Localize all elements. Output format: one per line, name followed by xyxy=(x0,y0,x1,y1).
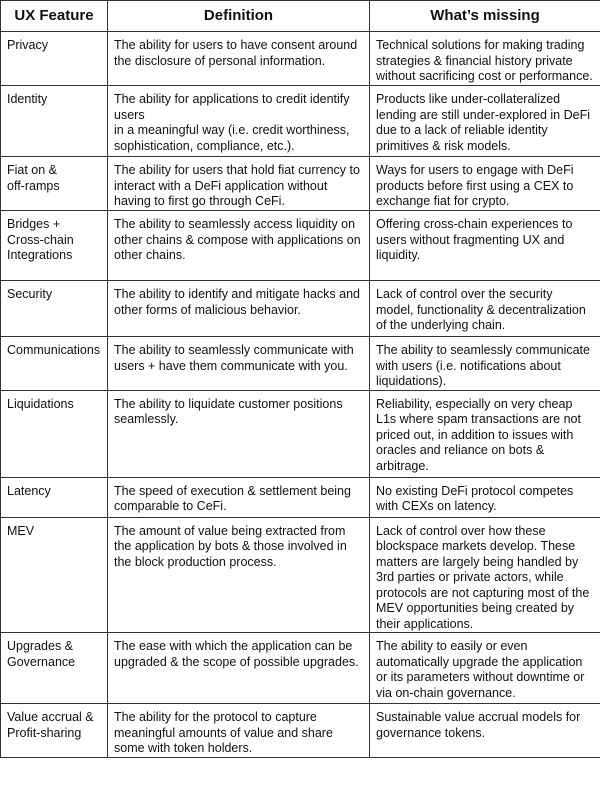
missing-text: Reliability, especially on very cheap L1s where spam transactions are not priced out, in addition to issues with oracles and reliance on bots & arbitrage. xyxy=(376,396,581,473)
feature-text: Identity xyxy=(7,92,48,106)
feature-cell xyxy=(1,86,108,157)
definition-text: The amount of value being extracted from the application by bots & those involved in the block production process. xyxy=(114,523,347,569)
missing-cell xyxy=(370,337,600,391)
table-row xyxy=(1,704,600,758)
definition-text: The ability to seamlessly communicate with users + have them communicate with you. xyxy=(114,343,354,373)
table-row xyxy=(1,281,600,337)
definition-text: The ability to identify and mitigate hacks and other forms of malicious behavior. xyxy=(114,287,360,317)
feature-cell xyxy=(1,281,108,337)
feature-cell xyxy=(1,477,108,517)
table-row xyxy=(1,633,600,704)
feature-text: Fiat on & off-ramps xyxy=(7,163,60,193)
missing-cell xyxy=(370,477,600,517)
definition-text: The speed of execution & settlement being comparable to CeFi. xyxy=(114,483,351,513)
feature-cell xyxy=(1,337,108,391)
definition-cell xyxy=(108,337,370,391)
definition-cell xyxy=(108,633,370,704)
missing-cell xyxy=(370,281,600,337)
definition-cell xyxy=(108,704,370,758)
table-row xyxy=(1,157,600,211)
missing-text: Lack of control over how these blockspace markets develop. These matters are largely being handled by 3rd parties or private actors, while protocols are not capturing most of the MEV opportunities being created by their applications. xyxy=(376,523,590,631)
feature-text: Latency xyxy=(7,483,51,498)
missing-text: No existing DeFi protocol competes with CEXs on latency. xyxy=(376,483,574,513)
missing-text: Offering cross-chain experiences to users without fragmenting UX and liquidity. xyxy=(376,217,573,262)
table-row xyxy=(1,390,600,477)
header-row xyxy=(1,1,600,32)
missing-text: Ways for users to engage with DeFi products before first using a CEX to exchange fiat for crypto. xyxy=(376,163,574,208)
definition-cell xyxy=(108,157,370,211)
feature-text: Liquidations xyxy=(7,396,74,411)
missing-cell xyxy=(370,517,600,633)
feature-cell xyxy=(1,517,108,633)
header-definition: Definition xyxy=(108,1,370,32)
feature-text: Privacy xyxy=(7,38,48,52)
feature-text: Communications xyxy=(7,343,101,357)
feature-text: MEV xyxy=(7,523,35,538)
feature-cell xyxy=(1,633,108,704)
definition-text: The ability for applications to credit identify users in a meaningful way (i.e. credit worthiness, sophistication, compliance, etc.). xyxy=(114,92,350,153)
feature-text: Value accrual & Profit-sharing xyxy=(7,710,94,740)
missing-text: Lack of control over the security model, functionality & decentralization of the underlying chain. xyxy=(376,287,586,332)
missing-cell xyxy=(370,211,600,281)
definition-cell xyxy=(108,32,370,86)
table-row xyxy=(1,517,600,633)
table-row xyxy=(1,86,600,157)
missing-cell xyxy=(370,86,600,157)
table-row xyxy=(1,211,600,281)
header-whats-missing: What’s missing xyxy=(370,1,600,32)
definition-text: The ease with which the application can be upgraded & the scope of possible upgrades. xyxy=(114,639,359,669)
missing-text: Technical solutions for making trading strategies & financial history private without sacrificing cost or performance. xyxy=(376,38,593,83)
table-row xyxy=(1,32,600,86)
feature-text: Bridges + Cross-chain Integrations xyxy=(7,217,74,262)
feature-cell xyxy=(1,390,108,477)
feature-cell xyxy=(1,704,108,758)
missing-text: The ability to easily or even automatically upgrade the application or its parameters without downtime or via on-chain governance. xyxy=(376,639,585,700)
definition-cell xyxy=(108,517,370,633)
definition-text: The ability for users that hold fiat currency to interact with a DeFi application without having to first go through CeFi. xyxy=(114,163,360,208)
feature-cell xyxy=(1,211,108,281)
definition-cell xyxy=(108,211,370,281)
missing-text: Sustainable value accrual models for governance tokens. xyxy=(376,710,581,740)
definition-text: The ability to seamlessly access liquidity on other chains & compose with applications on other chains. xyxy=(114,217,361,262)
table-row xyxy=(1,337,600,391)
missing-text: The ability to seamlessly communicate with users (i.e. notifications about liquidations). xyxy=(376,343,590,388)
missing-cell xyxy=(370,704,600,758)
missing-cell xyxy=(370,390,600,477)
header-ux-feature: UX Feature xyxy=(1,1,108,32)
definition-text: The ability for the protocol to capture meaningful amounts of value and share some with token holders. xyxy=(114,710,333,755)
definition-cell xyxy=(108,390,370,477)
definition-text: The ability to liquidate customer positions seamlessly. xyxy=(114,396,343,426)
feature-text: Security xyxy=(7,287,53,301)
missing-cell xyxy=(370,32,600,86)
definition-cell xyxy=(108,86,370,157)
definition-text: The ability for users to have consent around the disclosure of personal information. xyxy=(114,38,358,68)
feature-cell xyxy=(1,157,108,211)
missing-cell xyxy=(370,633,600,704)
feature-cell xyxy=(1,32,108,86)
feature-text: Upgrades & Governance xyxy=(7,639,76,669)
missing-text: Products like under-collateralized lending are still under-explored in DeFi due to a lack of reliable identity primitives & risk models. xyxy=(376,92,591,153)
definition-cell xyxy=(108,477,370,517)
missing-cell xyxy=(370,157,600,211)
table-row xyxy=(1,477,600,517)
definition-cell xyxy=(108,281,370,337)
